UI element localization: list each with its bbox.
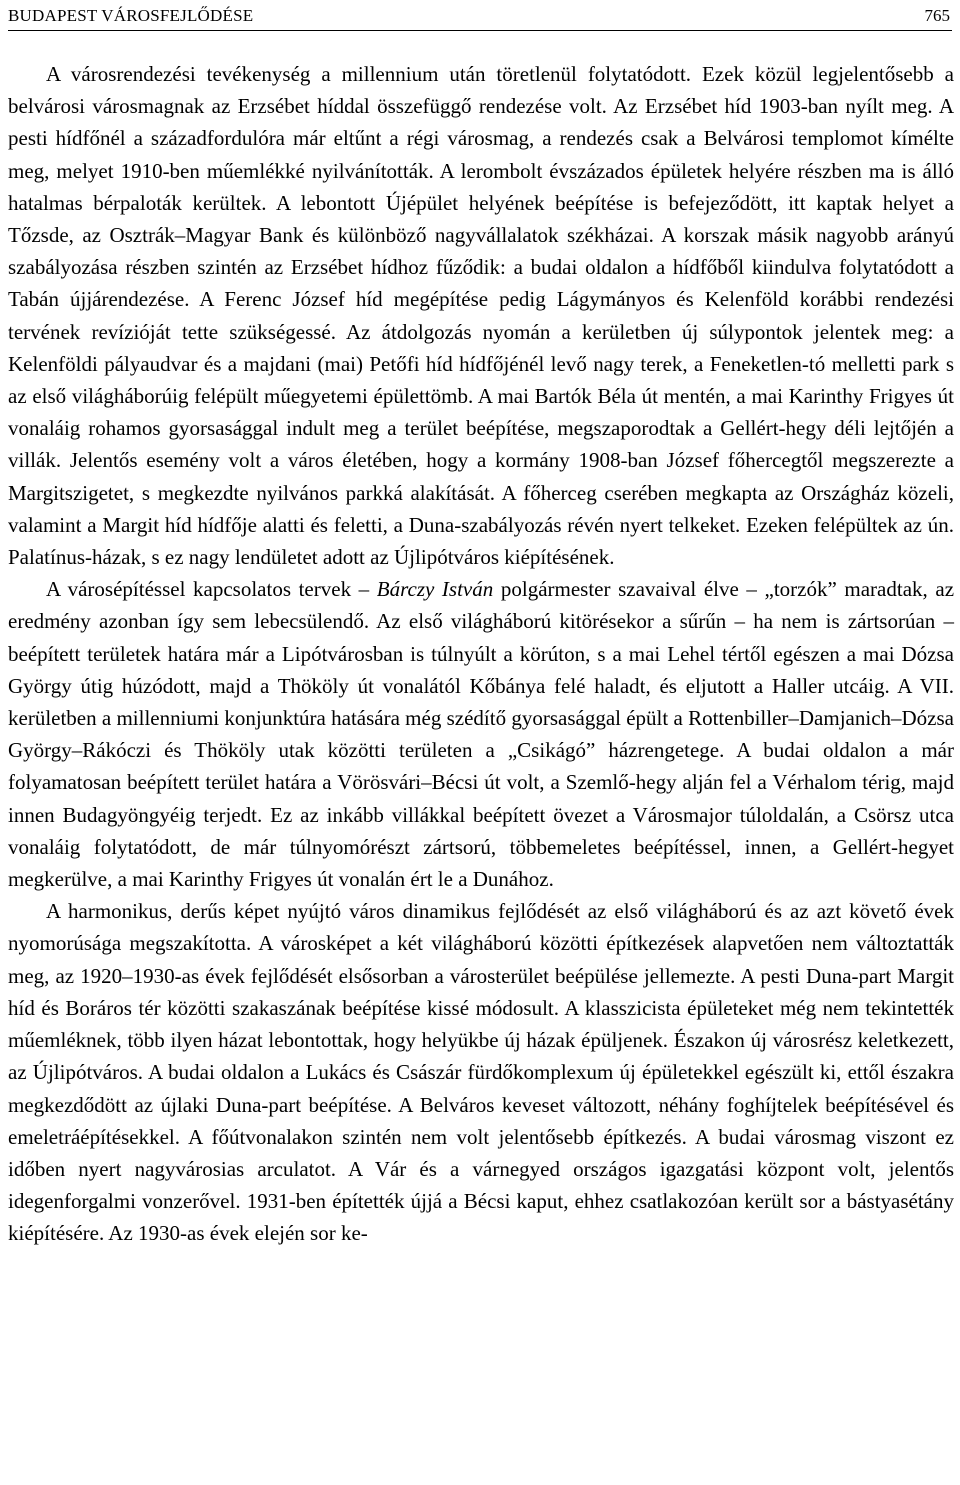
mayor-name-emphasis: Bárczy István	[376, 577, 494, 602]
paragraph-1: A városrendezési tevékenység a millennium után töretlenül folytatódott. Ezek közül legjelentősebb a belvárosi városmagnak az Erzsébet híddal összefüggő rendezése volt. Az Erzsébet híd 1903-ban nyílt meg. A pesti hídfőnél a századfordulóra már eltűnt a régi városmag, a rendezés csak a Belvárosi templomot kímélte meg, melyet 1910-ben műemlékké nyilvánították. A lerombolt évszázados épületek helyére részben ma is álló hatalmas bérpaloták kerültek. A lebontott Újépület helyének beépítése is befejeződött, itt kaptak helyet a Tőzsde, az Osztrák–Magyar Bank és különböző nagyvállalatok székházai. A korszak másik nagyobb arányú szabályozása részben szintén az Erzsébet hídhoz fűződik: a budai oldalon a hídfőből kiindulva folytatódott a Tabán újjárendezése. A Ferenc József híd megépítése pedig Lágymányos és Kelenföld korábbi rendezési tervének revízióját tette szükségessé. Az átdolgozás nyomán a kerületben új súlypontok jelentek meg: a Kelenföldi pályaudvar és a majdani (mai) Petőfi híd hídfőjénél levő nagy terek, a Feneketlen-tó melletti park s az első világháborúig felépült műegyetemi épülettömb. A mai Bartók Béla út mentén, a mai Karinthy Frigyes út vonaláig rohamos gyorsasággal indult meg a terület beépítése, megszaporodtak a Gellért-hegy déli lejtőjén a villák. Jelentős esemény volt a város életében, hogy a kormány 1908-ban József főhercegtől megszerezte a Margitszigetet, s megkezdte nyilvános parkká alakítását. A főherceg cserében megkapta az Országház közeli, valamint a Margit híd hídfője alatti és feletti, a Duna-szabályozás révén nyert telkeket. Ezeken felépültek az ún. Palatínus-házak, s ez nagy lendületet adott az Újlipótváros kiépítésének.	[8, 62, 954, 570]
paragraph-2	[8, 573, 954, 895]
running-header	[8, 2, 952, 31]
running-header-title: BUDAPEST VÁROSFEJLŐDÉSE	[8, 6, 254, 25]
page-number: 765	[924, 6, 950, 25]
body-text	[8, 58, 954, 1250]
paragraph-2-rest: polgármester szavaival élve – „torzók” maradtak, az eredmény azonban így sem lebecsülendő. Az első világháború kitörésekor a sűrűn – ha nem is zártsorúan – beépített területek határa már a Lipótvárosban is túlnyúlt a körúton, s a mai Lehel tértől egészen a mai Dózsa György útig húzódott, majd a Thököly út vonalától Kőbánya felé haladt, és eljutott a Haller utcáig. A VII. kerületben a millenniumi konjunktúra hatására még szédítő gyorsasággal épült a Rottenbiller–Damjanich–Dózsa György–Rákóczi és Thököly utak közötti területen a „Csikágó” házrengetege. A budai oldalon a már folyamatosan beépített terület határa a Vörösvári–Bécsi út volt, a Szemlő-hegy alján fel a Vérhalom térig, majd innen Budagyöngyéig terjedt. Ez az inkább villákkal beépített övezet a Városmajor túloldalán, a Csörsz utca vonaláig folytatódott, de már túlnyomórészt zártsorú, többemeletes beépítéssel, innen, a Gellért-hegyet megkerülve, a mai Karinthy Frigyes út vonalán ért le a Dunához.	[8, 577, 955, 892]
paragraph-2-lead: A városépítéssel kapcsolatos tervek –	[46, 577, 377, 602]
paragraph-3: A harmonikus, derűs képet nyújtó város dinamikus fejlődését az első világháború és az azt követő évek nyomorúsága megszakította. A városképet a két világháború közötti építkezések alapvetően nem változtatták meg, az 1920–1930-as évek fejlődését elsősorban a városterület beépülése jellemezte. A pesti Duna-part Margit híd és Boráros tér közötti szakaszának beépítése kissé módosult. A klasszicista épületeket még nem tekintették műemléknek, több ilyen házat lebontottak, hogy helyükbe új házak épüljenek. Északon új városrész keletkezett, az Újlipótváros. A budai oldalon a Lukács és Császár fürdőkomplexum új épületekkel egészült ki, ettől északra megkezdődött az újlaki Duna-part beépítése. A Belváros keveset változott, néhány foghíjtelek beépítésével és emeletráépítésekkel. A főútvonalakon szintén nem volt jelentősebb építkezés. A budai városmag viszont ez időben nyert nagyvárosias arculatot. A Vár és a várnegyed országos igazgatási központ volt, jelentős idegenforgalmi vonzerővel. 1931-ben építették újjá a Bécsi kaput, ehhez csatlakozóan került sor a bástyasétány kiépítésére. Az 1930-as évek elején sor ke-	[8, 899, 954, 1246]
